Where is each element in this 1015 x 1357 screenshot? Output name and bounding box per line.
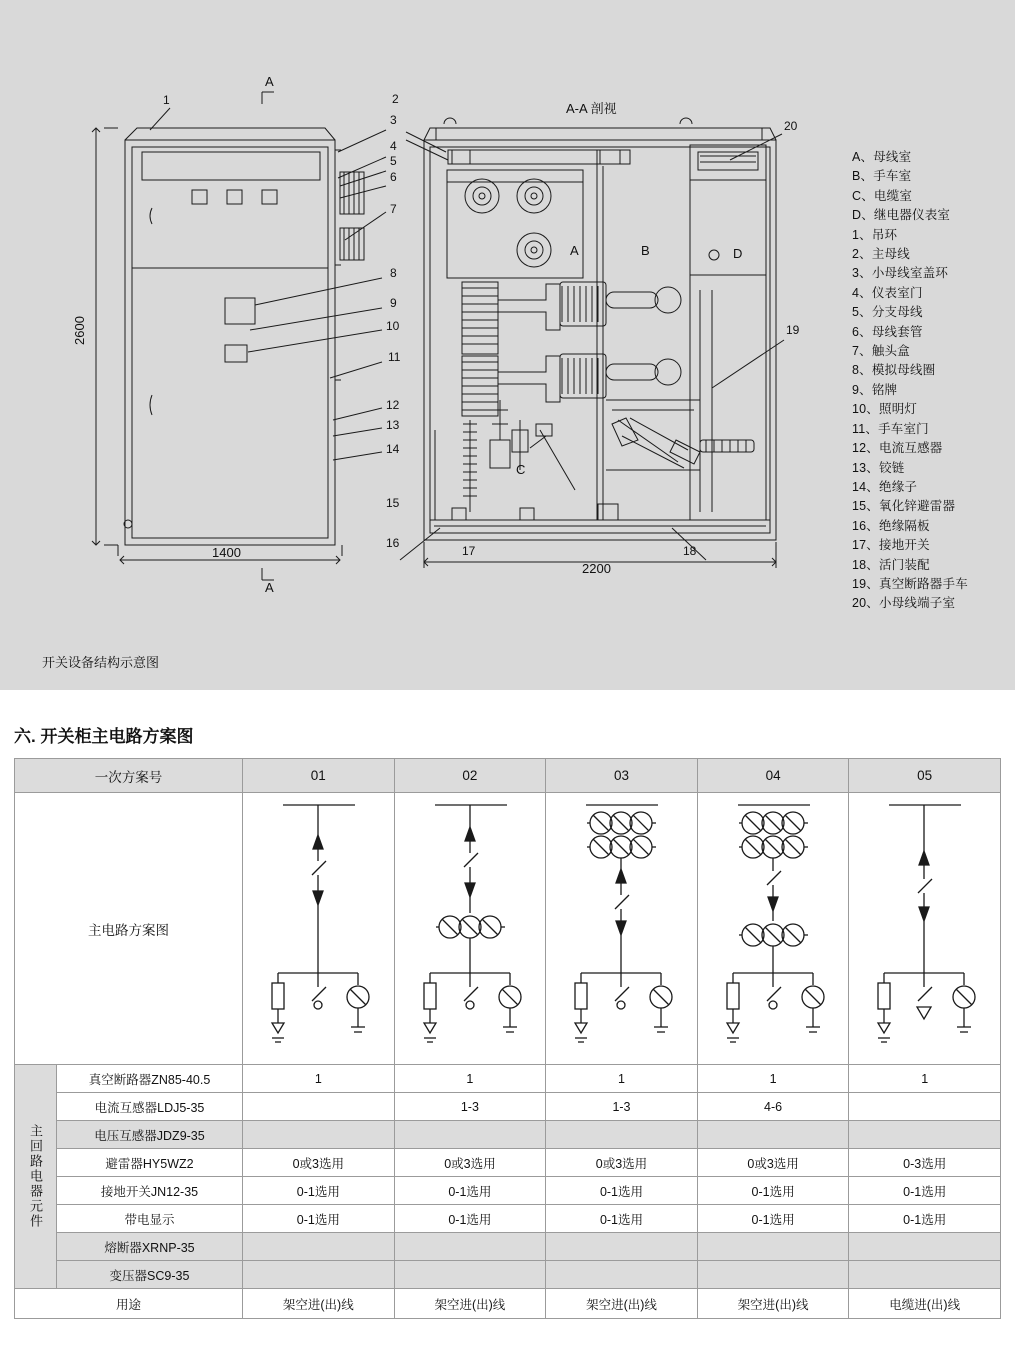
- scheme-diagram-row: [15, 793, 1001, 1065]
- section-mark-a-top: A: [265, 74, 274, 89]
- table-row: [15, 1065, 1001, 1093]
- table-row: [15, 1233, 1001, 1261]
- callout-8: 8: [390, 266, 397, 280]
- legend-item: 13、铰链: [852, 460, 905, 475]
- cell: 1: [546, 1065, 698, 1093]
- callout-11: 11: [388, 350, 401, 364]
- usage-cell: 架空进(出)线: [243, 1289, 395, 1319]
- usage-cell: 电缆进(出)线: [849, 1289, 1001, 1319]
- cell: [546, 1261, 698, 1289]
- row-name: 接地开关JN12-35: [57, 1177, 243, 1205]
- cell: [243, 1093, 395, 1121]
- cell: 0或3选用: [546, 1149, 698, 1177]
- table-row: [15, 1093, 1001, 1121]
- cell: 1-3: [546, 1093, 698, 1121]
- cell: [849, 1121, 1001, 1149]
- scheme-diagram-01: [243, 793, 395, 1065]
- cell: 0-1选用: [849, 1205, 1001, 1233]
- row-name: 熔断器XRNP-35: [57, 1233, 243, 1261]
- cell: 0-1选用: [697, 1177, 849, 1205]
- legend-item: 18、活门装配: [852, 557, 930, 572]
- legend-item: A、母线室: [852, 150, 912, 164]
- cell: 0-1选用: [394, 1205, 546, 1233]
- cell: 0-1选用: [546, 1177, 698, 1205]
- legend-item: 20、小母线端子室: [852, 596, 956, 611]
- table-row: [15, 1121, 1001, 1149]
- legend-item: 12、电流互感器: [852, 441, 943, 456]
- cell: [697, 1233, 849, 1261]
- callout-12: 12: [386, 398, 400, 412]
- callout-4: 4: [390, 139, 397, 153]
- legend-item: 19、真空断路器手车: [852, 576, 968, 591]
- cell: 1: [697, 1065, 849, 1093]
- scheme-diagram-03: [546, 793, 698, 1065]
- dimension-2600: 2600: [72, 316, 87, 345]
- legend-item: B、手车室: [852, 169, 912, 184]
- cell: 0-1选用: [546, 1205, 698, 1233]
- legend-item: 11、手车室门: [852, 421, 929, 436]
- scheme-diagram-04: [697, 793, 849, 1065]
- zone-label-a: A: [570, 243, 579, 258]
- callout-2: 2: [392, 92, 399, 106]
- cell: 0或3选用: [697, 1149, 849, 1177]
- usage-cell: 架空进(出)线: [697, 1289, 849, 1319]
- main-circuit-scheme-table: [14, 758, 1000, 1319]
- legend-item: 16、绝缘隔板: [852, 518, 930, 533]
- legend-item: 5、分支母线: [852, 305, 923, 320]
- table-row: [15, 1149, 1001, 1177]
- callout-13: 13: [386, 418, 400, 432]
- legend-item: 15、氧化锌避雷器: [852, 499, 956, 514]
- header-scheme-no: 一次方案号: [15, 759, 243, 793]
- row-name: 带电显示: [57, 1205, 243, 1233]
- section-view-label: A-A 剖视: [566, 101, 617, 116]
- callout-10: 10: [386, 319, 400, 333]
- cell: [546, 1233, 698, 1261]
- callout-20: 20: [784, 119, 798, 133]
- legend-list: [852, 148, 968, 614]
- row-name: 避雷器HY5WZ2: [57, 1149, 243, 1177]
- legend-item: D、继电器仪表室: [852, 208, 951, 223]
- callout-18: 18: [683, 544, 697, 558]
- callout-9: 9: [390, 296, 397, 310]
- usage-label: 用途: [15, 1289, 243, 1319]
- cell: 0-3选用: [849, 1149, 1001, 1177]
- dimension-2200: 2200: [582, 561, 611, 576]
- cell: 0或3选用: [394, 1149, 546, 1177]
- row-name: 变压器SC9-35: [57, 1261, 243, 1289]
- usage-row: [15, 1289, 1001, 1319]
- callout-6: 6: [390, 170, 397, 184]
- legend-item: 3、小母线室盖环: [852, 266, 949, 281]
- header-col-03: 03: [546, 759, 698, 793]
- table-row: [15, 1177, 1001, 1205]
- side-label: 主回路电器元件: [15, 1065, 57, 1289]
- scheme-row-label: 主电路方案图: [15, 793, 243, 1065]
- dimension-1400: 1400: [212, 545, 241, 560]
- row-name: 电流互感器LDJ5-35: [57, 1093, 243, 1121]
- legend-item: 7、触头盒: [852, 344, 910, 359]
- header-col-05: 05: [849, 759, 1001, 793]
- cell: [849, 1261, 1001, 1289]
- zone-label-d: D: [733, 246, 743, 261]
- callout-1: 1: [163, 93, 170, 107]
- cell: [394, 1233, 546, 1261]
- cell: [243, 1261, 395, 1289]
- callout-19: 19: [786, 323, 800, 337]
- header-col-02: 02: [394, 759, 546, 793]
- callout-5: 5: [390, 154, 397, 168]
- table-row: [15, 1205, 1001, 1233]
- header-col-04: 04: [697, 759, 849, 793]
- cell: [697, 1121, 849, 1149]
- cell: 1-3: [394, 1093, 546, 1121]
- cell: [697, 1261, 849, 1289]
- page-title: 六. 开关柜主电路方案图: [14, 727, 194, 746]
- legend-item: 9、铭牌: [852, 382, 898, 397]
- cell: 1: [394, 1065, 546, 1093]
- cell: 0-1选用: [243, 1205, 395, 1233]
- legend-item: 14、绝缘子: [852, 479, 918, 494]
- legend-item: 1、吊环: [852, 227, 898, 242]
- cell: 0-1选用: [697, 1205, 849, 1233]
- table-header-row: [15, 759, 1001, 793]
- callout-16: 16: [386, 536, 400, 550]
- cell: [849, 1233, 1001, 1261]
- callout-14: 14: [386, 442, 400, 456]
- callout-17: 17: [462, 544, 476, 558]
- cell: [243, 1233, 395, 1261]
- section-mark-a-bottom: A: [265, 580, 274, 595]
- cell: 0-1选用: [394, 1177, 546, 1205]
- callout-15: 15: [386, 496, 400, 510]
- cell: [394, 1121, 546, 1149]
- usage-cell: 架空进(出)线: [394, 1289, 546, 1319]
- row-name: 真空断路器ZN85-40.5: [57, 1065, 243, 1093]
- cell: 0-1选用: [243, 1177, 395, 1205]
- cell: 0-1选用: [849, 1177, 1001, 1205]
- cell: 1: [243, 1065, 395, 1093]
- diagram-caption: 开关设备结构示意图: [42, 655, 160, 670]
- legend-item: 8、模拟母线圈: [852, 363, 936, 378]
- legend-item: 6、母线套管: [852, 324, 923, 339]
- cell: 0或3选用: [243, 1149, 395, 1177]
- cell: [546, 1121, 698, 1149]
- zone-label-c: C: [516, 462, 526, 477]
- table-row: [15, 1261, 1001, 1289]
- legend-item: 17、接地开关: [852, 538, 930, 553]
- cell: [243, 1121, 395, 1149]
- legend-item: C、电缆室: [852, 188, 913, 203]
- legend-item: 10、照明灯: [852, 402, 918, 417]
- callout-3: 3: [390, 113, 397, 127]
- legend-item: 2、主母线: [852, 247, 910, 262]
- cell: 1: [849, 1065, 1001, 1093]
- legend-item: 4、仪表室门: [852, 285, 923, 300]
- cell: [849, 1093, 1001, 1121]
- cell: [394, 1261, 546, 1289]
- scheme-diagram-02: [394, 793, 546, 1065]
- cell: 4-6: [697, 1093, 849, 1121]
- usage-cell: 架空进(出)线: [546, 1289, 698, 1319]
- scheme-diagram-05: [849, 793, 1001, 1065]
- row-name: 电压互感器JDZ9-35: [57, 1121, 243, 1149]
- callout-7: 7: [390, 202, 397, 216]
- header-col-01: 01: [243, 759, 395, 793]
- zone-label-b: B: [641, 243, 650, 258]
